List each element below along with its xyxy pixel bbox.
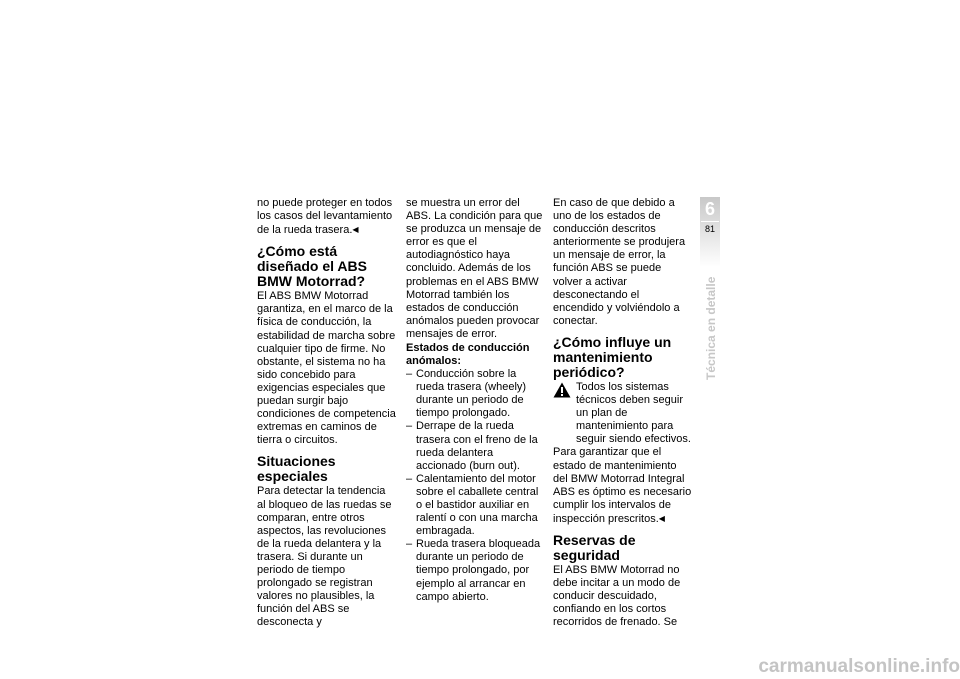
paragraph-mantenimiento: Para garantizar que el estado de mantenimiento del BMW Motorrad Integral ABS es óptimo es necesario cumplir los intervalos de inspección prescritos. ◀ [553,446,693,526]
warning-text: Todos los sistemas técnicos deben seguir un plan de mantenimiento para seguir siendo efectivos. [576,380,691,446]
heading-diseno: ¿Cómo está diseñado el ABS BMW Motorrad? [257,243,367,290]
page-number: 81 [704,224,715,234]
list-item: – Conducción sobre la rueda trasera (wheely) durante un periodo de tiempo prolongado. [406,368,546,420]
side-section-title-text: Técnica en detalle [704,276,718,380]
list-item: – Rueda trasera bloqueada durante un periodo de tiempo prolongado, por ejemplo al arrancar en campo abierto. [406,538,546,603]
anomalous-states-list [406,368,546,604]
heading-estados-anomalos: Estados de conducción anómalos: [406,342,530,367]
watermark: carmanualsonline.info [758,656,960,677]
side-section-title [701,276,721,380]
tab-divider [701,221,719,222]
list-item: – Calentamiento del motor sobre el caballete central o el bastidor auxiliar en ralentí o con una marcha embragada. [406,473,546,538]
list-item: – Derrape de la rueda trasera con el freno de la rueda delantera accionado (burn out). [406,420,546,472]
paragraph-reservas: El ABS BMW Motorrad no debe incitar a un modo de conducir descuidado, confiando en los cortos recorridos de frenado. Se [553,563,681,629]
chapter-number: 6 [704,199,715,219]
intro-paragraph: no puede proteger en todos los casos del levantamiento de la rueda trasera. ◀ [257,197,397,237]
column-3 [553,197,693,629]
warning-triangle-icon [553,382,571,402]
paragraph-reactivar: En caso de que debido a uno de los estados de conducción descritos anteriormente se produjera un mensaje de error, la función ABS se puede volver a activar desconectando el encendido y volviéndolo a conectar. [553,197,686,327]
paragraph-error-abs: se muestra un error del ABS. La condición para que se produzca un mensaje de error es que el autodiagnóstico haya concluido. Además de los problemas en el ABS BMW Motorrad también los estados de conducción anómalos pueden provocar mensajes de error. [406,197,543,340]
column-1 [257,197,397,629]
heading-reservas: Reservas de seguridad [553,531,636,563]
heading-mantenimiento: ¿Cómo influye un mantenimiento periódico? [553,333,672,380]
heading-situaciones: Situaciones especiales [257,453,336,485]
paragraph-diseno: El ABS BMW Motorrad garantiza, en el marco de la física de conducción, la estabilidad de marcha sobre cualquier tipo de firme. No obstante, el sistema no ha sido concebido para exigencias especiales que puedan surgir bajo condiciones de competencia extremas en caminos de tierra o circuitos. [257,290,396,447]
paragraph-situaciones: Para detectar la tendencia al bloqueo de las ruedas se comparan, entre otros aspectos, las revoluciones de la rueda delantera y la trasera. Si durante un periodo de tiempo prolongado se registran valores no plausibles, la función del ABS se desconecta y [257,485,392,629]
chapter-tab [700,197,720,267]
warning-block [553,381,693,446]
column-2 [406,197,546,604]
